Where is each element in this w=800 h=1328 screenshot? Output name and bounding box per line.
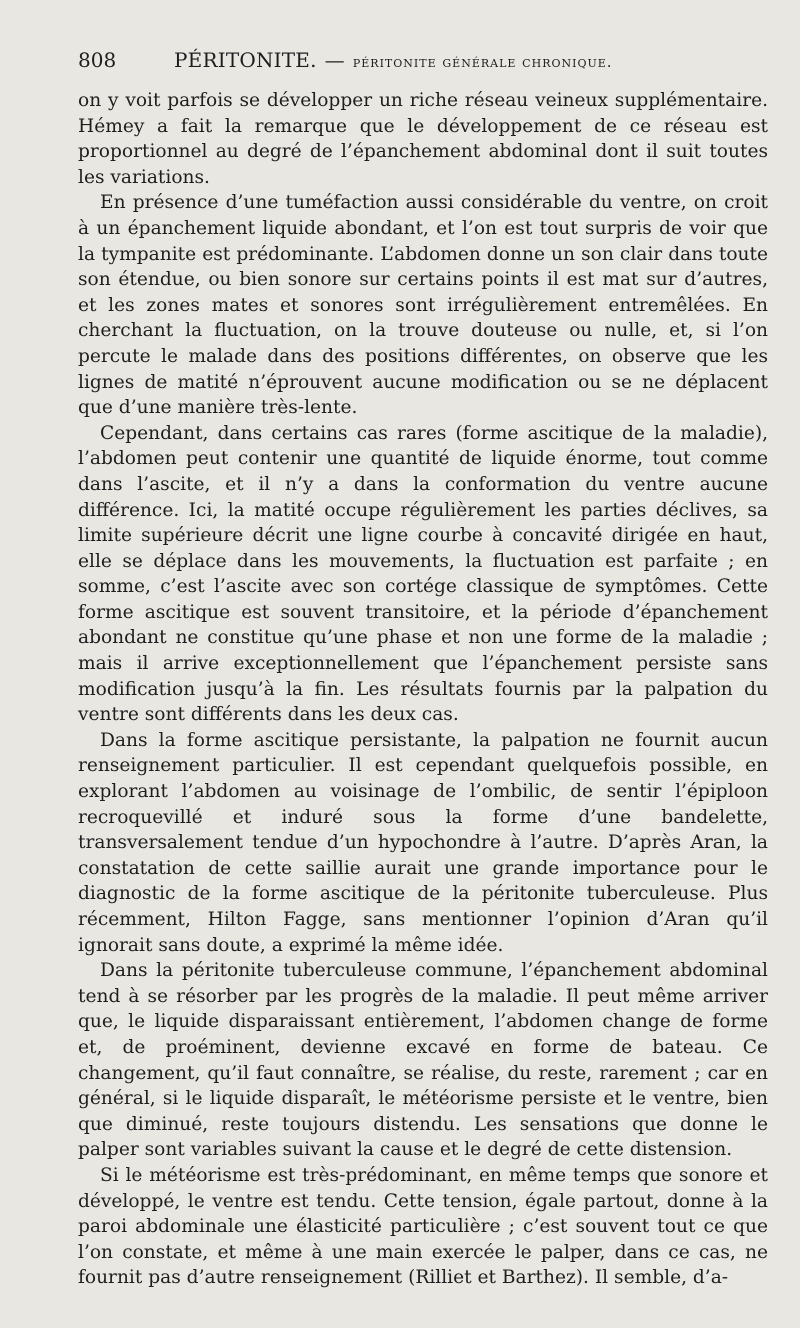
- page-number: 808: [78, 48, 117, 72]
- running-title: [174, 48, 613, 72]
- body-text: [78, 88, 768, 1291]
- running-header: [78, 48, 768, 78]
- paragraph-continuation: on y voit parfois se développer un riche réseau veineux supplémentaire. Hémey a fait la remarque que le développement de ce réseau est proportionnel au degré de l’épanchement abdominal dont il suit toutes les variations.: [78, 90, 768, 188]
- chapter-title: PÉRITONITE.: [174, 48, 317, 72]
- paragraph: Si le météorisme est très-prédominant, en même temps que sonore et développé, le ventre est tendu. Cette tension, égale partout, donne à la paroi abdominale une élasticité particulière ; c’est souvent tout ce que l’on constate, et même à une main exercée le palper, dans ce cas, ne fournit pas d’autre renseignement (Rilliet et Barthez). Il semble, d’a-: [78, 1164, 768, 1289]
- title-separator: —: [324, 48, 345, 72]
- paragraph: En présence d’une tuméfaction aussi considérable du ventre, on croit à un épanchement liquide abondant, et l’on est tout surpris de voir que la tympanite est prédominante. L’abdomen donne un son clair dans toute son étendue, ou bien sonore sur certains points il est mat sur d’autres, et les zones mates et sonores sont irrégulièrement entremêlées. En cherchant la fluctuation, on la trouve douteuse ou nulle, et, si l’on percute le malade dans des positions différentes, on observe que les lignes de matité n’éprouvent aucune modification ou se ne déplacent que d’une manière très-lente.: [78, 192, 768, 419]
- section-subtitle: péritonite générale chronique.: [352, 53, 613, 71]
- paragraph: Dans la forme ascitique persistante, la palpation ne fournit aucun renseignement particulier. Il est cependant quelquefois possible, en explorant l’abdomen au voisinage de l’ombilic, de sentir l’épiploon recroquevillé et induré sous la forme d’une bandelette, transversalement tendue d’un hypochondre à l’autre. D’après Aran, la constatation de cette saillie aurait une grande importance pour le diagnostic de la forme ascitique de la péritonite tuberculeuse. Plus récemment, Hilton Fagge, sans mentionner l’opinion d’Aran qu’il ignorait sans doute, a exprimé la même idée.: [78, 729, 768, 956]
- paragraph: Cependant, dans certains cas rares (forme ascitique de la maladie), l’abdomen peut contenir une quantité de liquide énorme, tout comme dans l’ascite, et il n’y a dans la conformation du ventre aucune différence. Ici, la matité occupe régulièrement les parties déclives, sa limite supérieure décrit une ligne courbe à concavité dirigée en haut, elle se déplace dans les mouvements, la fluctuation est parfaite ; en somme, c’est l’ascite avec son cortége classique de symptômes. Cette forme ascitique est souvent transitoire, et la période d’épanchement abondant ne constitue qu’une phase et non une forme de la maladie ; mais il arrive exceptionnellement que l’épanchement persiste sans modification jusqu’à la fin. Les résultats fournis par la palpation du ventre sont différents dans les deux cas.: [78, 422, 768, 726]
- paragraph: Dans la péritonite tuberculeuse commune, l’épanchement abdominal tend à se résorber par les progrès de la maladie. Il peut même arriver que, le liquide disparaissant entièrement, l’abdomen change de forme et, de proéminent, devienne excavé en forme de bateau. Ce changement, qu’il faut connaître, se réalise, du reste, rarement ; car en général, si le liquide disparaît, le météorisme persiste et le ventre, bien que diminué, reste toujours distendu. Les sensations que donne le palper sont variables suivant la cause et le degré de cette distension.: [78, 960, 768, 1161]
